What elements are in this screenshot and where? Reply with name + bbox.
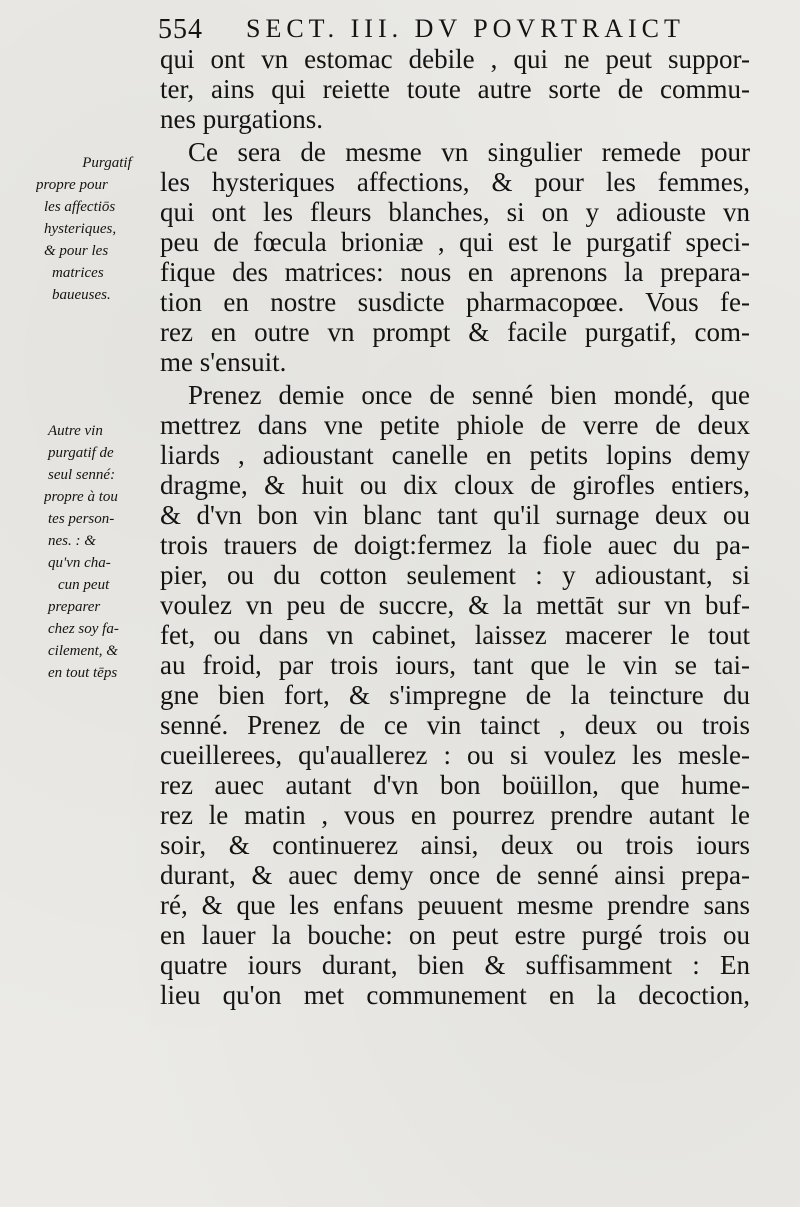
- margin-note-line: baueuses.: [52, 287, 111, 303]
- text-line: peu de fœcula brioniæ , qui est le purgatif speci-: [160, 227, 750, 257]
- margin-note-line: chez soy fa-: [48, 621, 119, 637]
- text-line: qui ont les fleurs blanches, si on y adiouste vn: [160, 197, 750, 227]
- text-line: lieu qu'on met communement en la decoction,: [160, 980, 750, 1010]
- margin-note-line: nes. : &: [48, 533, 96, 549]
- text-line: ré, & que les enfans peuuent mesme prendre sans: [160, 890, 750, 920]
- text-line: pier, ou du cotton seulement : y adioustant, si: [160, 560, 750, 590]
- margin-note-line: les affectiōs: [44, 199, 116, 215]
- text-line: rez en outre vn prompt & facile purgatif, com-: [160, 317, 750, 347]
- margin-note-line: qu'vn cha-: [48, 555, 111, 571]
- text-line: cueillerees, qu'auallerez : ou si voulez les mesle-: [160, 740, 750, 770]
- margin-note-line: & pour les: [44, 243, 109, 259]
- text-line: senné. Prenez de ce vin tainct , deux ou trois: [160, 710, 750, 740]
- text-line: qui ont vn estomac debile , qui ne peut suppor-: [160, 44, 750, 74]
- page-header: [158, 12, 758, 48]
- text-line: durant, & auec demy once de senné ainsi prepa-: [160, 860, 750, 890]
- text-line: fet, ou dans vn cabinet, laissez macerer le tout: [160, 620, 750, 650]
- text-line: rez le matin , vous en pourrez prendre autant le: [160, 800, 750, 830]
- text-line: mettrez dans vne petite phiole de verre de deux: [160, 410, 750, 440]
- text-line: au froid, par trois iours, tant que le vin se tai-: [160, 650, 750, 680]
- margin-note-autre-vin: [44, 420, 160, 684]
- text-line: les hysteriques affections, & pour les femmes,: [160, 167, 750, 197]
- text-line: gne bien fort, & s'impregne de la teincture du: [160, 680, 750, 710]
- text-line: voulez vn peu de succre, & la mettāt sur vn buf-: [160, 590, 750, 620]
- margin-note-line: preparer: [48, 599, 101, 615]
- margin-note-line: tes person-: [48, 511, 115, 527]
- text-line: fique des matrices: nous en aprenons la prepara-: [160, 257, 750, 287]
- text-line: ter, ains qui reiette toute autre sorte de commu-: [160, 74, 750, 104]
- margin-note-line: cun peut: [58, 577, 110, 593]
- margin-note-line: propre pour: [36, 177, 108, 193]
- margin-note-line: Purgatif: [82, 155, 132, 171]
- margin-note-line: en tout tēps: [48, 665, 118, 681]
- margin-note-line: matrices: [52, 265, 104, 281]
- text-line: soir, & continuerez ainsi, deux ou trois iours: [160, 830, 750, 860]
- margin-note-line: Autre vin: [48, 423, 103, 439]
- running-head: SECT. III. DV POVRTRAICT: [246, 14, 685, 43]
- text-line: quatre iours durant, bien & suffisamment : En: [160, 950, 750, 980]
- margin-note-line: hysteriques,: [44, 221, 117, 237]
- text-line: en lauer la bouche: on peut estre purgé trois ou: [160, 920, 750, 950]
- text-line: rez auec autant d'vn bon boüillon, que hume-: [160, 770, 750, 800]
- margin-note-line: purgatif de: [48, 445, 114, 461]
- text-line: trois trauers de doigt:fermez la fiole auec du pa-: [160, 530, 750, 560]
- text-line: & d'vn bon vin blanc tant qu'il surnage deux ou: [160, 500, 750, 530]
- page-number: 554: [158, 14, 203, 45]
- text-line: tion en nostre susdicte pharmacopœe. Vous fe-: [160, 287, 750, 317]
- text-line: liards , adioustant canelle en petits lopins demy: [160, 440, 750, 470]
- margin-note-line: seul senné:: [48, 467, 116, 483]
- margin-note-line: cilement, &: [48, 643, 118, 659]
- text-line: me s'ensuit.: [160, 347, 287, 377]
- margin-note-purgatif: [36, 152, 160, 306]
- main-text-block: [160, 44, 750, 1010]
- margin-note-line: propre à tou: [44, 489, 118, 505]
- text-line: dragme, & huit ou dix cloux de girofles entiers,: [160, 470, 750, 500]
- text-line: Ce sera de mesme vn singulier remede pour: [188, 137, 750, 167]
- text-line: Prenez demie once de senné bien mondé, que: [188, 380, 750, 410]
- text-line: nes purgations.: [160, 104, 323, 134]
